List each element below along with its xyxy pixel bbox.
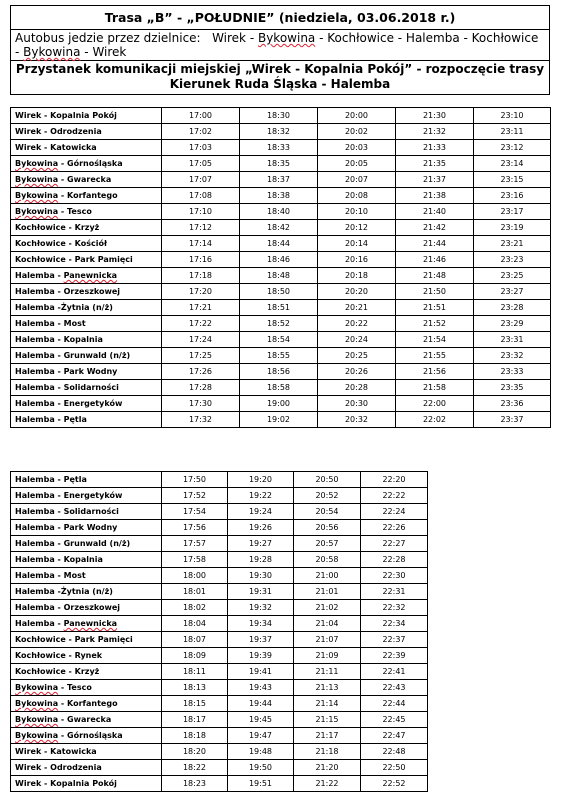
stop-cell: Halemba - Energetyków: [11, 488, 162, 504]
departure-time: 23:35: [474, 380, 551, 396]
table-row: [11, 584, 428, 600]
stop-cell: Bykowina - Gwarecka: [11, 172, 162, 188]
departure-time: 21:54: [396, 332, 474, 348]
departure-time: 23:36: [474, 396, 551, 412]
stop-cell: Bykowina - Górnośląska: [11, 156, 162, 172]
departure-time: 20:21: [318, 300, 396, 316]
departure-time: 19:20: [228, 472, 294, 488]
departure-time: 17:57: [162, 536, 228, 552]
departure-time: 18:04: [162, 616, 228, 632]
departure-time: 17:54: [162, 504, 228, 520]
departure-time: 21:37: [396, 172, 474, 188]
departure-time: 23:28: [474, 300, 551, 316]
stop-cell: Halemba -Żytnia (n/ż): [11, 300, 162, 316]
departure-time: 19:31: [228, 584, 294, 600]
stop-cell: Wirek - Odrodzenia: [11, 760, 162, 776]
departure-time: 19:37: [228, 632, 294, 648]
departure-time: 23:10: [474, 108, 551, 124]
departure-time: 23:27: [474, 284, 551, 300]
departure-time: 21:13: [294, 680, 361, 696]
departure-time: 23:31: [474, 332, 551, 348]
departure-time: 22:48: [361, 744, 428, 760]
departure-time: 20:14: [318, 236, 396, 252]
district-name: Bykowina: [23, 45, 81, 59]
district-name: Kochłowice: [471, 31, 539, 45]
stop-cell: Halemba - Orzeszkowej: [11, 600, 162, 616]
departure-time: 21:30: [396, 108, 474, 124]
departure-time: 21:04: [294, 616, 361, 632]
departure-time: 23:19: [474, 220, 551, 236]
departure-time: 19:34: [228, 616, 294, 632]
stop-info: [11, 61, 549, 94]
departure-time: 17:12: [162, 220, 240, 236]
departure-time: 17:20: [162, 284, 240, 300]
stop-word: Panewnicka: [63, 619, 118, 628]
stop-cell: Halemba - Most: [11, 568, 162, 584]
departure-time: 17:52: [162, 488, 228, 504]
departure-time: 23:23: [474, 252, 551, 268]
departure-time: 22:00: [396, 396, 474, 412]
departure-time: 20:56: [294, 520, 361, 536]
stop-cell: Halemba - Park Wodny: [11, 520, 162, 536]
districts-label: Autobus jedzie przez dzielnice:: [15, 31, 201, 45]
departure-time: 23:29: [474, 316, 551, 332]
table-row: [11, 364, 551, 380]
departure-time: 20:18: [318, 268, 396, 284]
departure-time: 20:08: [318, 188, 396, 204]
departure-time: 17:58: [162, 552, 228, 568]
departure-time: 21:46: [396, 252, 474, 268]
departure-time: 21:58: [396, 380, 474, 396]
departure-time: 21:09: [294, 648, 361, 664]
stop-cell: Kochłowice - Kościół: [11, 236, 162, 252]
departure-time: 21:18: [294, 744, 361, 760]
departure-time: 19:41: [228, 664, 294, 680]
table-row: [11, 760, 428, 776]
departure-time: 21:22: [294, 776, 361, 792]
departure-time: 21:07: [294, 632, 361, 648]
departure-time: 19:26: [228, 520, 294, 536]
stop-cell: Halemba - Pętla: [11, 472, 162, 488]
stop-word: Bykowina: [15, 207, 59, 216]
stop-cell: Halemba -Żytnia (n/ż): [11, 584, 162, 600]
timetable-outbound: [10, 107, 551, 428]
stop-cell: Halemba - Pętla: [11, 412, 162, 428]
departure-time: 17:00: [162, 108, 240, 124]
departure-time: 17:56: [162, 520, 228, 536]
departure-time: 18:52: [240, 316, 318, 332]
table-row: [11, 252, 551, 268]
stop-cell: Wirek - Katowicka: [11, 140, 162, 156]
table-row: [11, 728, 428, 744]
stop-cell: Kochłowice - Krzyż: [11, 220, 162, 236]
stop-cell: Halemba - Kopalnia: [11, 332, 162, 348]
departure-time: 22:47: [361, 728, 428, 744]
departure-time: 21:11: [294, 664, 361, 680]
departure-time: 22:30: [361, 568, 428, 584]
table-row: [11, 268, 551, 284]
departure-time: 21:32: [396, 124, 474, 140]
departure-time: 18:56: [240, 364, 318, 380]
district-name: Wirek: [92, 45, 127, 59]
departure-time: 19:00: [240, 396, 318, 412]
table-row: [11, 568, 428, 584]
district-name: Wirek: [212, 31, 246, 45]
stop-word: Panewnicka: [63, 271, 118, 280]
stop-cell: Halemba - Park Wodny: [11, 364, 162, 380]
departure-time: 21:40: [396, 204, 474, 220]
departure-time: 17:22: [162, 316, 240, 332]
route-header: [10, 5, 550, 95]
table-row: [11, 744, 428, 760]
departure-time: 18:32: [240, 124, 318, 140]
departure-time: 21:51: [396, 300, 474, 316]
departure-time: 23:15: [474, 172, 551, 188]
departure-time: 22:28: [361, 552, 428, 568]
departure-time: 19:30: [228, 568, 294, 584]
departure-time: 18:54: [240, 332, 318, 348]
departure-time: 20:28: [318, 380, 396, 396]
departure-time: 19:28: [228, 552, 294, 568]
departure-time: 19:45: [228, 712, 294, 728]
stop-cell: Kochłowice - Krzyż: [11, 664, 162, 680]
departure-time: 21:55: [396, 348, 474, 364]
departure-time: 20:25: [318, 348, 396, 364]
departure-time: 20:16: [318, 252, 396, 268]
stop-cell: Kochłowice - Rynek: [11, 648, 162, 664]
stop-cell: Bykowina - Górnośląska: [11, 728, 162, 744]
departure-time: 17:05: [162, 156, 240, 172]
table-row: [11, 552, 428, 568]
departure-time: 22:41: [361, 664, 428, 680]
departure-time: 17:08: [162, 188, 240, 204]
departure-time: 22:02: [396, 412, 474, 428]
table-row: [11, 696, 428, 712]
departure-time: 20:05: [318, 156, 396, 172]
departure-time: 20:52: [294, 488, 361, 504]
table-row: [11, 520, 428, 536]
district-name: Bykowina: [257, 31, 316, 45]
departure-time: 18:38: [240, 188, 318, 204]
departure-time: 21:15: [294, 712, 361, 728]
stop-cell: Bykowina - Tesco: [11, 204, 162, 220]
departure-time: 19:27: [228, 536, 294, 552]
departure-time: 21:52: [396, 316, 474, 332]
departure-time: 17:03: [162, 140, 240, 156]
departure-time: 20:32: [318, 412, 396, 428]
departure-time: 17:18: [162, 268, 240, 284]
departure-time: 20:54: [294, 504, 361, 520]
route-title: Trasa „B” - „POŁUDNIE” (niedziela, 03.06.2018 r.): [11, 6, 549, 30]
departure-time: 18:33: [240, 140, 318, 156]
departure-time: 19:47: [228, 728, 294, 744]
departure-time: 18:17: [162, 712, 228, 728]
departure-time: 20:26: [318, 364, 396, 380]
departure-time: 23:16: [474, 188, 551, 204]
stop-cell: Halemba - Panewnicka: [11, 268, 162, 284]
stop-word: Bykowina: [15, 699, 59, 708]
departure-time: 19:22: [228, 488, 294, 504]
departure-time: 18:00: [162, 568, 228, 584]
departure-time: 20:22: [318, 316, 396, 332]
departure-time: 17:30: [162, 396, 240, 412]
departure-time: 23:12: [474, 140, 551, 156]
stop-word: Bykowina: [15, 731, 59, 740]
departure-time: 19:44: [228, 696, 294, 712]
departure-time: 20:20: [318, 284, 396, 300]
departure-time: 18:48: [240, 268, 318, 284]
departure-time: 18:30: [240, 108, 318, 124]
departure-time: 21:50: [396, 284, 474, 300]
departure-time: 22:52: [361, 776, 428, 792]
departure-time: 20:00: [318, 108, 396, 124]
departure-time: 21:01: [294, 584, 361, 600]
table-row: [11, 504, 428, 520]
table-row: [11, 380, 551, 396]
departure-time: 20:02: [318, 124, 396, 140]
departure-time: 21:14: [294, 696, 361, 712]
district-list: Wirek - Bykowina - Kochłowice - Halemba - Kochłowice - Bykowina - Wirek: [15, 31, 539, 59]
table-row: [11, 332, 551, 348]
departure-time: 20:50: [294, 472, 361, 488]
table-row: [11, 536, 428, 552]
table-row: [11, 600, 428, 616]
table-row: [11, 236, 551, 252]
start-stop-line: Przystanek komunikacji miejskiej „Wirek - Kopalnia Pokój” - rozpoczęcie trasy: [15, 62, 545, 76]
table-row: [11, 220, 551, 236]
departure-time: 22:24: [361, 504, 428, 520]
departure-time: 18:23: [162, 776, 228, 792]
departure-time: 17:21: [162, 300, 240, 316]
departure-time: 17:24: [162, 332, 240, 348]
table-row: [11, 204, 551, 220]
table-row: [11, 156, 551, 172]
departure-time: 22:50: [361, 760, 428, 776]
departure-time: 23:14: [474, 156, 551, 172]
departure-time: 21:20: [294, 760, 361, 776]
departure-time: 22:22: [361, 488, 428, 504]
departure-time: 22:20: [361, 472, 428, 488]
departure-time: 22:37: [361, 632, 428, 648]
departure-time: 20:12: [318, 220, 396, 236]
stop-cell: Halemba - Solidarności: [11, 380, 162, 396]
departure-time: 17:50: [162, 472, 228, 488]
stop-cell: Wirek - Katowicka: [11, 744, 162, 760]
departure-time: 18:40: [240, 204, 318, 220]
stop-cell: Halemba - Kopalnia: [11, 552, 162, 568]
departure-time: 18:46: [240, 252, 318, 268]
departure-time: 19:50: [228, 760, 294, 776]
departure-time: 23:25: [474, 268, 551, 284]
departure-time: 18:22: [162, 760, 228, 776]
stop-cell: Halemba - Energetyków: [11, 396, 162, 412]
departure-time: 18:55: [240, 348, 318, 364]
departure-time: 18:37: [240, 172, 318, 188]
departure-time: 23:37: [474, 412, 551, 428]
departure-time: 20:24: [318, 332, 396, 348]
departure-time: 20:10: [318, 204, 396, 220]
stop-word: Bykowina: [15, 159, 59, 168]
departure-time: 22:26: [361, 520, 428, 536]
departure-time: 22:44: [361, 696, 428, 712]
departure-time: 21:17: [294, 728, 361, 744]
table-row: [11, 412, 551, 428]
stop-cell: Bykowina - Tesco: [11, 680, 162, 696]
table-row: [11, 284, 551, 300]
departure-time: 21:42: [396, 220, 474, 236]
stop-cell: Halemba - Orzeszkowej: [11, 284, 162, 300]
stop-cell: Kochłowice - Park Pamięci: [11, 632, 162, 648]
district-name: Halemba: [405, 31, 460, 45]
departure-time: 19:43: [228, 680, 294, 696]
departure-time: 19:48: [228, 744, 294, 760]
departure-time: 19:02: [240, 412, 318, 428]
departure-time: 18:42: [240, 220, 318, 236]
table-row: [11, 472, 428, 488]
table-row: [11, 396, 551, 412]
departure-time: 18:07: [162, 632, 228, 648]
table-row: [11, 664, 428, 680]
departure-time: 22:34: [361, 616, 428, 632]
departure-time: 17:32: [162, 412, 240, 428]
departure-time: 19:51: [228, 776, 294, 792]
departure-time: 19:24: [228, 504, 294, 520]
departure-time: 22:31: [361, 584, 428, 600]
departure-time: 18:18: [162, 728, 228, 744]
departure-time: 17:28: [162, 380, 240, 396]
departure-time: 23:33: [474, 364, 551, 380]
table-row: [11, 712, 428, 728]
departure-time: 18:09: [162, 648, 228, 664]
departure-time: 21:38: [396, 188, 474, 204]
departure-time: 18:51: [240, 300, 318, 316]
departure-time: 17:07: [162, 172, 240, 188]
table-row: [11, 648, 428, 664]
table-row: [11, 300, 551, 316]
stop-word: Bykowina: [15, 175, 59, 184]
departure-time: 21:02: [294, 600, 361, 616]
table-row: [11, 316, 551, 332]
stop-cell: Bykowina - Korfantego: [11, 188, 162, 204]
departure-time: 22:32: [361, 600, 428, 616]
departure-time: 23:32: [474, 348, 551, 364]
table-row: [11, 616, 428, 632]
departure-time: 23:17: [474, 204, 551, 220]
departure-time: 18:50: [240, 284, 318, 300]
departure-time: 17:25: [162, 348, 240, 364]
departure-time: 18:15: [162, 696, 228, 712]
departure-time: 22:27: [361, 536, 428, 552]
stop-cell: Halemba - Grunwald (n/ż): [11, 536, 162, 552]
departure-time: 18:35: [240, 156, 318, 172]
departure-time: 17:14: [162, 236, 240, 252]
departure-time: 22:39: [361, 648, 428, 664]
departure-time: 17:02: [162, 124, 240, 140]
departure-time: 20:58: [294, 552, 361, 568]
departure-time: 21:35: [396, 156, 474, 172]
departure-time: 18:11: [162, 664, 228, 680]
table-row: [11, 124, 551, 140]
departure-time: 22:43: [361, 680, 428, 696]
stop-cell: Halemba - Most: [11, 316, 162, 332]
departure-time: 23:11: [474, 124, 551, 140]
departure-time: 18:44: [240, 236, 318, 252]
table-row: [11, 632, 428, 648]
departure-time: 17:26: [162, 364, 240, 380]
timetable-return: [10, 471, 428, 792]
stop-word: Bykowina: [15, 683, 59, 692]
departure-time: 21:48: [396, 268, 474, 284]
departure-time: 21:33: [396, 140, 474, 156]
table-row: [11, 140, 551, 156]
departure-time: 22:45: [361, 712, 428, 728]
stop-cell: Halemba - Panewnicka: [11, 616, 162, 632]
direction-line: Kierunek Ruda Śląska - Halemba: [169, 77, 391, 91]
departure-time: 21:00: [294, 568, 361, 584]
districts-line: [11, 30, 549, 61]
departure-time: 19:39: [228, 648, 294, 664]
table-row: [11, 776, 428, 792]
district-name: Kochłowice: [327, 31, 394, 45]
departure-time: 23:21: [474, 236, 551, 252]
table-row: [11, 172, 551, 188]
stop-cell: Bykowina - Korfantego: [11, 696, 162, 712]
stop-cell: Halemba - Grunwald (n/ż): [11, 348, 162, 364]
stop-cell: Kochłowice - Park Pamięci: [11, 252, 162, 268]
departure-time: 19:32: [228, 600, 294, 616]
departure-time: 18:20: [162, 744, 228, 760]
table-row: [11, 488, 428, 504]
departure-time: 21:44: [396, 236, 474, 252]
departure-time: 20:07: [318, 172, 396, 188]
stop-cell: Wirek - Kopalnia Pokój: [11, 776, 162, 792]
departure-time: 18:58: [240, 380, 318, 396]
stop-cell: Halemba - Solidarności: [11, 504, 162, 520]
table-row: [11, 188, 551, 204]
stop-word: Bykowina: [15, 191, 59, 200]
departure-time: 20:57: [294, 536, 361, 552]
stop-cell: Bykowina - Gwarecka: [11, 712, 162, 728]
stop-cell: Wirek - Odrodzenia: [11, 124, 162, 140]
departure-time: 18:02: [162, 600, 228, 616]
table-row: [11, 680, 428, 696]
departure-time: 17:16: [162, 252, 240, 268]
departure-time: 20:03: [318, 140, 396, 156]
departure-time: 18:13: [162, 680, 228, 696]
table-row: [11, 348, 551, 364]
table-row: [11, 108, 551, 124]
departure-time: 18:01: [162, 584, 228, 600]
departure-time: 20:30: [318, 396, 396, 412]
departure-time: 17:10: [162, 204, 240, 220]
departure-time: 21:56: [396, 364, 474, 380]
stop-word: Bykowina: [15, 715, 59, 724]
stop-cell: Wirek - Kopalnia Pokój: [11, 108, 162, 124]
